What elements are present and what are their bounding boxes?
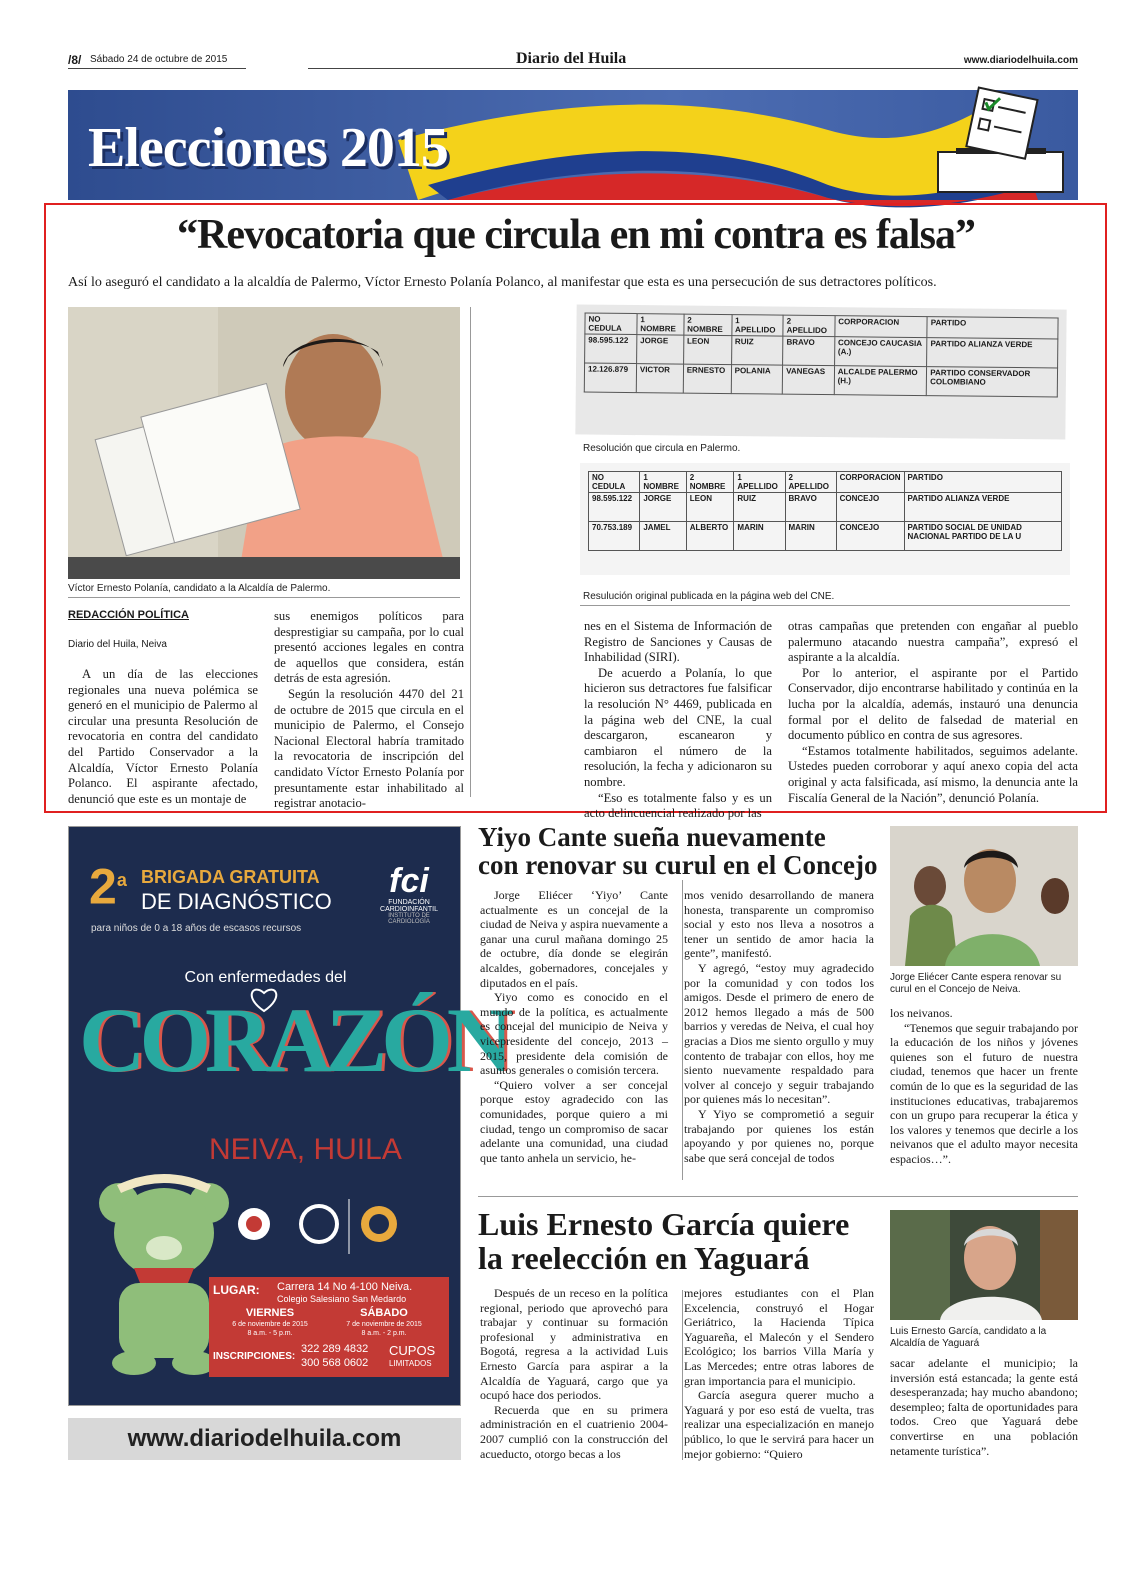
- doc-cell: LEON: [686, 493, 734, 522]
- section-title: Elecciones 2015: [88, 117, 448, 179]
- doc-header-cell: PARTIDO: [927, 317, 1058, 339]
- paragraph: mos venido desarrollando de manera honesta, transparente un compromiso social y esto nos lleva a nosotros a tener un sentido de amor hacia la gente”, manifestó.: [684, 888, 874, 961]
- ad-day1-time: 8 a.m. - 5 p.m.: [247, 1330, 293, 1337]
- doc-cell: PARTIDO CONSERVADOR COLOMBIANO: [927, 367, 1058, 397]
- ad-footer-link[interactable]: www.diariodelhuila.com: [68, 1418, 461, 1460]
- doc-header-cell: 2 APELLIDO: [785, 472, 836, 493]
- ad-big-word: CORAZÓN: [79, 989, 508, 1091]
- main-col-4: [788, 619, 1078, 806]
- doc-cell: POLANIA: [731, 365, 783, 395]
- ad-cupos: CUPOS: [389, 1343, 436, 1358]
- doc-cell: RUIZ: [734, 493, 785, 522]
- doc-header-cell: 2 NOMBRE: [684, 314, 732, 336]
- ad-sub: para niños de 0 a 18 años de escasos recursos: [91, 923, 302, 934]
- doc-header-cell: 2 NOMBRE: [686, 472, 734, 493]
- garcia-headline-2: la reelección en Yaguará: [478, 1240, 810, 1276]
- yiyo-col-1: [480, 888, 668, 1165]
- ad-day1-date: 6 de noviembre de 2015: [232, 1321, 308, 1328]
- doc-cell: BRAVO: [783, 336, 835, 366]
- garcia-col-1: [480, 1286, 668, 1461]
- masthead-rule: [308, 68, 1078, 69]
- fci-logo-sub2: INSTITUTO DE CARDIOLOGÍA: [388, 913, 430, 925]
- doc-original-table: [588, 471, 1062, 551]
- doc-header-cell: 1 NOMBRE: [637, 314, 684, 335]
- ad-lugar-label: LUGAR:: [213, 1283, 260, 1297]
- yiyo-photo: [890, 826, 1078, 966]
- byline: REDACCIÓN POLÍTICA: [68, 609, 189, 621]
- doc-cell: ALBERTO: [686, 522, 734, 551]
- caption-rule: [68, 597, 460, 598]
- doc-cell: CONCEJO: [836, 522, 904, 551]
- ad-day2-date: 7 de noviembre de 2015: [346, 1321, 422, 1328]
- yiyo-caption: Jorge Eliécer Cante espera renovar su curul en el Concejo de Neiva.: [890, 972, 1062, 995]
- yiyo-photo-icon: [890, 826, 1078, 966]
- issue-date: Sábado 24 de octubre de 2015: [90, 54, 228, 65]
- doc-header-cell: CORPORACION: [836, 472, 904, 493]
- ad-insc-label: INSCRIPCIONES:: [213, 1351, 296, 1362]
- ad-line2: DE DIAGNÓSTICO: [141, 889, 332, 914]
- doc-circulating-table: [584, 313, 1059, 398]
- website: www.diariodelhuila.com: [963, 55, 1078, 66]
- paragraph: los neivanos.: [890, 1006, 953, 1020]
- ad-lugar: Carrera 14 No 4-100 Neiva.: [277, 1281, 413, 1293]
- doc-header-cell: 2 APELLIDO: [783, 315, 835, 337]
- doc-original: [580, 463, 1070, 575]
- ad-lugar2: Colegio Salesiano San Medardo: [277, 1294, 407, 1304]
- yiyo-col-3: [890, 1006, 1078, 1167]
- main-headline: “Revocatoria que circula en mi contra es falsa”: [177, 212, 975, 258]
- heart-icon: [249, 987, 279, 1013]
- doc-row: [589, 493, 1062, 522]
- paragraph: otras campañas que pretenden con engañar al pueblo palermuno atacando nuestra campaña”, expresó el aspirante a la alcaldía.: [788, 619, 1078, 665]
- garcia-photo-icon: [890, 1210, 1078, 1320]
- doc-cell: BRAVO: [785, 493, 836, 522]
- paragraph: Por lo anterior, el aspirante por el Partido Conservador, dijo encontrarse habilitado y continúa en la lucha por la alcaldía, además, instauró una denuncia formal por el delito de falsedad de material en documento público en contra de sus agresores.: [788, 665, 1078, 743]
- doc-header-cell: CORPORACION: [835, 316, 928, 338]
- article-yiyo: [478, 822, 1078, 1194]
- doc-cell: VICTOR: [636, 364, 683, 393]
- ad-line1: BRIGADA GRATUITA: [141, 867, 320, 887]
- ad-with: Con enfermedades del: [184, 969, 347, 986]
- main-lead: Así lo aseguró el candidato a la alcaldía de Palermo, Víctor Ernesto Polanía Polanco, al manifestar que esta es una persecución de sus detractores políticos.: [68, 275, 937, 290]
- main-col-1: [68, 667, 258, 807]
- doc-cell: VANEGAS: [782, 365, 834, 395]
- doc-cell: CONCEJO: [836, 493, 904, 522]
- fci-logo: [369, 863, 449, 925]
- paragraph: García asegura querer mucho a Yaguará y por eso está de vuelta, tras realizar una especialización en manejo público, lo que le servirá para hacer un mejor gobierno: “Quiero: [684, 1388, 874, 1461]
- doc-cell: ERNESTO: [683, 364, 731, 394]
- yiyo-col-2: [684, 888, 874, 1165]
- ad-day2: SÁBADO: [360, 1307, 408, 1319]
- ad-day1: VIERNES: [245, 1307, 295, 1319]
- doc-cell: PARTIDO ALIANZA VERDE: [904, 493, 1061, 522]
- date-rule: [68, 68, 246, 69]
- doc-header-row: [589, 472, 1062, 493]
- doc-header-cell: NO CEDULA: [585, 313, 637, 335]
- ad-city: NEIVA, HUILA: [209, 1133, 402, 1166]
- paragraph: Jorge Eliécer ‘Yiyo’ Cante actualmente es un concejal de la ciudad de Neiva y aspira nuevamente a ganar una curul mañana domingo 25 de octubre, día donde se elegirán alcaldes, gobernadores, concejales y diputados en el país.: [480, 888, 668, 990]
- yiyo-headline-1: Yiyo Cante sueña nuevamente: [478, 822, 826, 852]
- doc-cell: MARIN: [785, 522, 836, 551]
- sponsor-logos-icon: [229, 1199, 449, 1259]
- doc-cell: JORGE: [636, 335, 683, 364]
- photo-caption: Víctor Ernesto Polanía, candidato a la Alcaldía de Palermo.: [68, 583, 331, 594]
- doc2-caption: Resulución original publicada en la página web del CNE.: [583, 591, 835, 602]
- ad-day2-time: 8 a.m. - 2 p.m.: [361, 1330, 407, 1337]
- doc-header-cell: PARTIDO: [904, 472, 1061, 493]
- yiyo-headline-2: con renovar su curul en el Concejo: [478, 850, 878, 880]
- paragraph: “Eso es totalmente falso y es un acto delincuencial realizado por las: [584, 790, 772, 821]
- ad-limitados: LIMITADOS: [389, 1359, 432, 1368]
- doc-header-cell: 1 APELLIDO: [734, 472, 785, 493]
- garcia-headline-1: Luis Ernesto García quiere: [478, 1206, 850, 1242]
- dateline: Diario del Huila, Neiva: [68, 639, 167, 650]
- ad-number-sup: a: [116, 870, 127, 890]
- paragraph: Según la resolución 4470 del 21 de octubre de 2015 que circula en el municipio de Palermo, el Consejo Nacional Electoral habría tramitado la revocatoria de inscripción del candidato Víctor Ernesto Polanía por presuntamente estar inhabilitado al registrar anotacio-: [274, 686, 464, 811]
- garcia-col-3: [890, 1356, 1078, 1458]
- main-col-2: [274, 609, 464, 812]
- ad-number-digit: 2: [89, 858, 117, 915]
- ad-number: [89, 855, 127, 915]
- doc-cell: JORGE: [640, 493, 686, 522]
- paragraph: Y agregó, “estoy muy agradecido por la comunidad y con todos los amigos. Desde el primero de enero de 2012 hemos llegado a más de 500 barrios y veredas de Neiva, el cual hoy gracias a Dios me siento orgullo y muy contento de trabajar con ellos, hoy me siento nuevamente respaldado para volver al concejo y seguir trabajando por quienes más lo necesitan”.: [684, 960, 874, 1107]
- candidate-photo: [68, 307, 460, 579]
- doc-cell: PARTIDO SOCIAL DE UNIDAD NACIONAL PARTIDO DE LA U: [904, 522, 1061, 551]
- doc-cell: MARIN: [734, 522, 785, 551]
- doc-cell: PARTIDO ALIANZA VERDE: [927, 338, 1058, 368]
- garcia-caption: Luis Ernesto García, candidato a la Alcaldía de Yaguará: [890, 1326, 1047, 1349]
- garcia-col-2: [684, 1286, 874, 1461]
- col-divider-mid: [470, 307, 471, 797]
- paragraph: “Quiero volver a ser concejal porque estoy agradecido con las comunidades, porque quiero a mi ciudad, tengo un compromiso de sacar adelante una comunidad, una ciudad que tanto anhela un servicio, he-: [480, 1077, 668, 1165]
- paragraph: Después de un receso en la política regional, periodo que aprovechó para trabajar y continuar su formación profesional y administrativa en Bogotá, regresa a la actividad Luis Ernesto García para aspirar a la Alcaldía de Yaguará, cargo que ya ocupó hace dos periodos.: [480, 1286, 668, 1403]
- section-banner: [68, 90, 1078, 200]
- paper-name-part: Diario del: [516, 50, 588, 67]
- doc-cell: ALCALDE PALERMO (H.): [834, 366, 927, 396]
- paper-name: [516, 50, 626, 68]
- paragraph: Yiyo como es conocido en el mundo de la política, es actualmente es concejal del municipio de Neiva y vicepresidente del concejo, 2013 – 2015, presidente dela comisión de asuntos generales o comisión tercera.: [480, 990, 668, 1078]
- doc-row: [584, 363, 1057, 397]
- paragraph: A un día de las elecciones regionales una nueva polémica se generó en el municipio de Palermo al circular una presunta Resolución de revocatoria en contra del candidato del Partido Conservador a la Alcaldía, Víctor Ernesto Polanía Polanco. El aspirante afectado, denunció que este es un montaje de: [68, 667, 258, 806]
- doc-cell: 98.595.122: [585, 334, 637, 364]
- doc-cell: 12.126.879: [584, 363, 636, 393]
- column-divider-3: [682, 1290, 683, 1460]
- main-article: [44, 203, 1107, 821]
- doc-circulating: [575, 304, 1066, 439]
- fci-logo-text: fci: [389, 862, 429, 900]
- fci-logo-sub: FUNDACIÓN CARDIOINFANTIL: [380, 899, 438, 913]
- page-number: /8/: [68, 53, 82, 67]
- ad-info-box: [209, 1277, 449, 1377]
- masthead: [68, 50, 1078, 70]
- ad-phone1: 322 289 4832: [301, 1343, 369, 1355]
- doc-cell: JAMEL: [640, 522, 686, 551]
- yiyo-bottom-rule: [478, 1196, 1078, 1197]
- doc-rule: [580, 605, 1070, 606]
- paragraph: Recuerda que en su primera administración en el cuatrienio 2004-2007 cumplió con la construcción del acueducto, otorgo becas a los: [480, 1402, 668, 1461]
- paragraph: De acuerdo a Polanía, lo que hicieron sus detractores fue falsificar la resolución N° 4469, publicada en la página web del CNE, la cual descargaron, escanearon y cambiaron el número de la resolución, la fecha y adicionaron su nombre.: [584, 665, 772, 789]
- main-col-3: [584, 619, 772, 822]
- doc-header-cell: 1 NOMBRE: [640, 472, 686, 493]
- paper-name-bold: Huila: [588, 50, 627, 67]
- column-divider-2: [682, 880, 683, 1180]
- paragraph: Y Yiyo se comprometió a seguir trabajando por quienes los están apoyando y por quienes no, porque sabe que será concejal de todos: [684, 1106, 874, 1165]
- paragraph: “Tenemos que seguir trabajando por la educación de los niños y jóvenes quienes son el futuro de nuestra ciudad, tenemos que hacer un frente común de lo que es la seguridad de las instituciones educativas, trabajaremos con un grupo para recuperar la ética y los valores y tenemos que decirle a los neivanos que el adulto mayor necesita espacios…”.: [890, 1020, 1078, 1166]
- ad-phone2: 300 568 0602: [301, 1357, 369, 1369]
- doc-cell: RUIZ: [731, 336, 783, 366]
- cardio-ad: [68, 826, 508, 1406]
- doc-cell: 98.595.122: [589, 493, 640, 522]
- paragraph: nes en el Sistema de Información de Registro de Sanciones y Causas de Inhabilidad (SIRI).: [584, 619, 772, 665]
- paragraph: sus enemigos políticos para desprestigiar su campaña, por lo cual presentó acciones legales en contra de aquellos que considera, están detrás de esta agresión.: [274, 609, 464, 686]
- sponsor-logos: [229, 1199, 449, 1259]
- paragraph: mejores estudiantes con el Plan Excelencia, construyó el Hogar Geriátrico, la Hacienda Típica Yaguareña, el Malecón y el Sendero Ecológico; los barrios Villa María y Las Mercedes; entre otras labores de gran importancia para el municipio.: [684, 1286, 874, 1388]
- doc1-caption: Resolución que circula en Palermo.: [583, 443, 741, 454]
- doc-cell: CONCEJO CAUCASIA (A.): [834, 337, 927, 367]
- paragraph: sacar adelante el municipio; la inversión está estancada; la gente está desesperanzada; hay mucho abandono; desempleo; falta de oportunidades para todos. Creo que Yaguará debe convertirse en una población netamente turística”.: [890, 1356, 1078, 1458]
- ballot-box-icon: [926, 92, 1066, 192]
- doc-header-cell: 1 APELLIDO: [732, 315, 784, 337]
- doc-cell: LEON: [683, 335, 731, 365]
- doc-cell: 70.753.189: [589, 522, 640, 551]
- candidate-photo-icon: [68, 307, 460, 579]
- paragraph: “Estamos totalmente habilitados, seguimos adelante. Ustedes pueden corroborar y aquí anexo copia del acta original y acta falsificada, así mismo, la denuncia ante la Fiscalía General de la Nación”, denunció Polanía.: [788, 743, 1078, 805]
- doc-header-cell: NO CEDULA: [589, 472, 640, 493]
- article-garcia: [478, 1206, 1078, 1466]
- doc-row: [589, 522, 1062, 551]
- garcia-photo: [890, 1210, 1078, 1320]
